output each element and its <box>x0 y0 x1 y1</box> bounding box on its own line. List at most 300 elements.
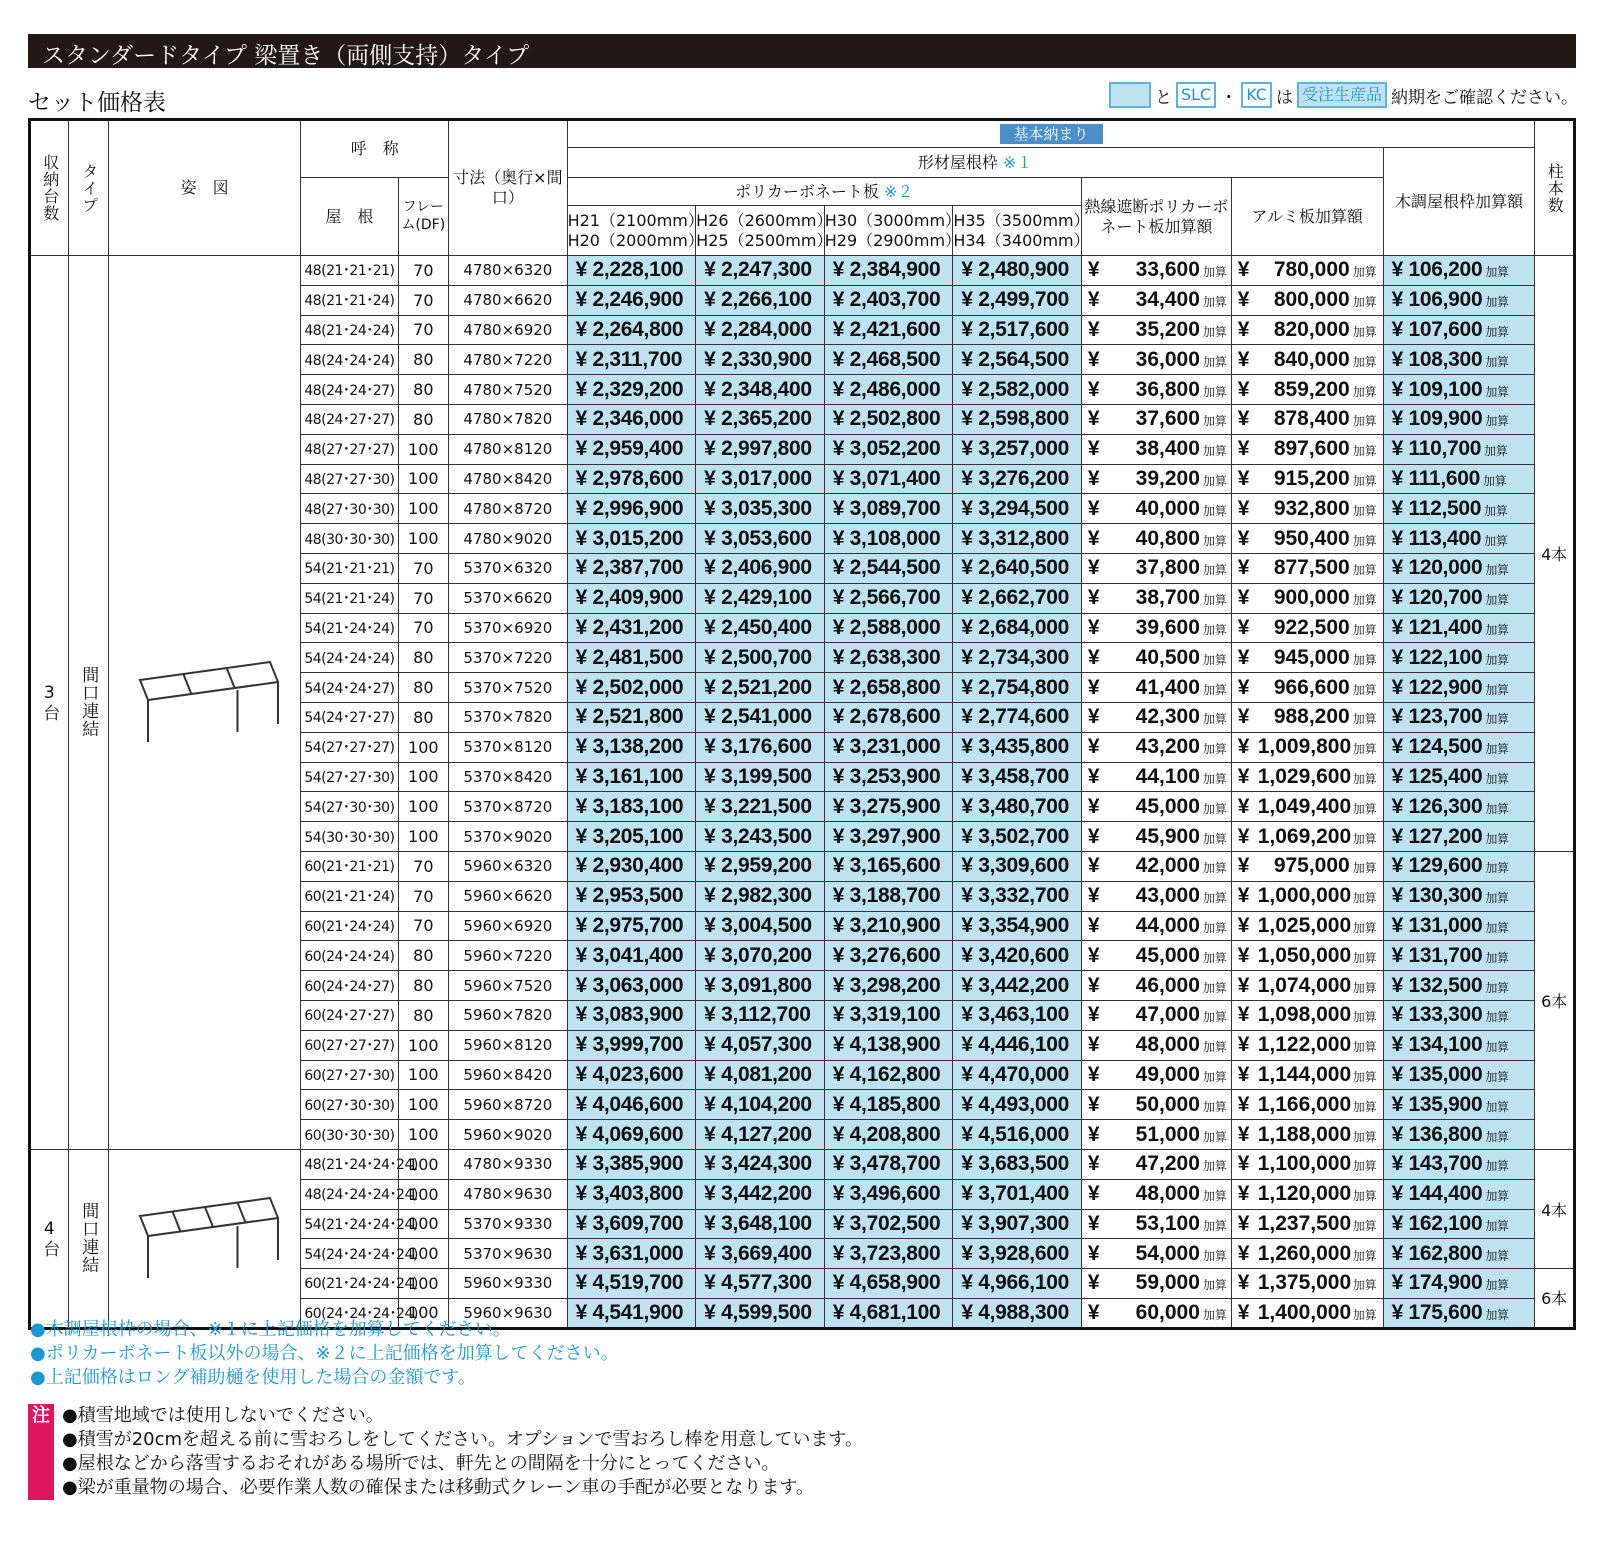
add-value: 1,009,800 <box>1257 735 1352 759</box>
add-amount <box>1231 375 1383 405</box>
price-cell: ¥ 2,329,200 <box>567 375 696 405</box>
add-suffix: 加算 <box>1202 682 1227 697</box>
roof-name: 48(21･24･24) <box>301 315 398 345</box>
roof-name: 60(21･24･24･24) <box>301 1269 398 1299</box>
add-value: 39,600 <box>1135 615 1200 639</box>
add-suffix: 加算 <box>1202 920 1227 935</box>
add-amount <box>1231 1209 1383 1239</box>
add-amount <box>1081 434 1231 464</box>
frame-size: 70 <box>398 613 449 643</box>
price-cell: ¥ 3,702,500 <box>824 1209 953 1239</box>
height-main: H26（2600mm） <box>696 210 833 230</box>
wood-value: ¥ 134,100 <box>1391 1033 1483 1057</box>
table-subtitle: セット価格表 <box>28 90 166 116</box>
wood-value: ¥ 106,200 <box>1391 258 1483 282</box>
roof-name: 60(21･24･24) <box>301 911 398 941</box>
price-cell: ¥ 2,468,500 <box>824 345 953 375</box>
wood-add-cell <box>1383 1120 1535 1150</box>
add-amount <box>1231 404 1383 434</box>
dimensions: 4780×6920 <box>449 315 567 345</box>
add-suffix: 加算 <box>1485 1069 1509 1084</box>
frame-size: 100 <box>398 732 449 762</box>
roof-name: 48(27･30･30) <box>301 494 398 524</box>
roof-name: 48(24･24･24) <box>301 345 398 375</box>
add-suffix: 加算 <box>1202 1010 1227 1025</box>
wood-add-cell <box>1383 494 1535 524</box>
height-alt: H34（3400mm） <box>953 230 1090 250</box>
add-amount <box>1081 375 1231 405</box>
add-suffix: 加算 <box>1202 414 1227 429</box>
frame-size: 70 <box>398 911 449 941</box>
price-cell: ¥ 3,071,400 <box>824 464 953 494</box>
yen-sign: ¥ <box>1237 407 1250 431</box>
price-table <box>28 118 1576 1330</box>
dimensions: 5960×9630 <box>449 1298 567 1328</box>
price-cell: ¥ 4,541,900 <box>567 1298 696 1328</box>
frame-size: 100 <box>398 434 449 464</box>
add-suffix: 加算 <box>1485 1129 1509 1144</box>
add-suffix: 加算 <box>1202 742 1227 757</box>
add-suffix: 加算 <box>1485 712 1509 727</box>
caution-notes <box>28 1404 863 1500</box>
add-suffix: 加算 <box>1352 265 1377 280</box>
yen-sign: ¥ <box>1087 705 1100 729</box>
add-value: 38,400 <box>1135 437 1200 461</box>
price-cell: ¥ 2,480,900 <box>953 256 1082 286</box>
yen-sign: ¥ <box>1087 556 1100 580</box>
price-cell: ¥ 2,365,200 <box>696 404 825 434</box>
legend-made-to-order: 受注生産品 <box>1297 82 1387 108</box>
roof-name: 54(21･21･24) <box>301 583 398 613</box>
yen-sign: ¥ <box>1087 466 1100 490</box>
add-suffix: 加算 <box>1352 1099 1377 1114</box>
price-cell: ¥ 2,662,700 <box>953 583 1082 613</box>
footnote: ●ポリカーボネート板以外の場合、※２に上記価格を加算してください。 <box>30 1343 619 1364</box>
add-suffix: 加算 <box>1202 771 1227 786</box>
height-main: H21（2100mm） <box>567 210 704 230</box>
add-suffix: 加算 <box>1352 1129 1377 1144</box>
yen-sign: ¥ <box>1237 1241 1250 1265</box>
type-label: 間口連結 <box>69 1149 108 1328</box>
table-row <box>30 256 1575 286</box>
caution-item: ●積雪が20cmを超える前に雪おろしをしてください。オプションで雪おろし棒を用意しています。 <box>62 1429 863 1450</box>
price-cell: ¥ 4,446,100 <box>953 1030 1082 1060</box>
price-cell: ¥ 2,598,800 <box>953 404 1082 434</box>
add-amount <box>1081 464 1231 494</box>
add-suffix: 加算 <box>1352 1040 1377 1055</box>
add-amount <box>1081 1000 1231 1030</box>
price-cell: ¥ 4,081,200 <box>696 1060 825 1090</box>
add-suffix: 加算 <box>1202 444 1227 459</box>
price-cell: ¥ 2,502,800 <box>824 404 953 434</box>
roof-name: 60(24･27･27) <box>301 1000 398 1030</box>
add-amount <box>1231 822 1383 852</box>
wood-value: ¥ 143,700 <box>1391 1152 1483 1176</box>
dimensions: 5370×6320 <box>449 553 567 583</box>
yen-sign: ¥ <box>1237 586 1250 610</box>
wood-add-cell <box>1383 434 1535 464</box>
add-amount <box>1081 256 1231 286</box>
frame-size: 80 <box>398 941 449 971</box>
add-value: 1,025,000 <box>1257 913 1352 937</box>
add-value: 50,000 <box>1135 1092 1200 1116</box>
yen-sign: ¥ <box>1087 615 1100 639</box>
yen-sign: ¥ <box>1087 1241 1100 1265</box>
add-suffix: 加算 <box>1485 593 1509 608</box>
add-suffix: 加算 <box>1202 861 1227 876</box>
add-suffix: 加算 <box>1202 563 1227 578</box>
price-cell: ¥ 3,221,500 <box>696 792 825 822</box>
add-value: 878,400 <box>1273 407 1350 431</box>
legend-kc: KC <box>1241 82 1272 108</box>
price-cell: ¥ 4,162,800 <box>824 1060 953 1090</box>
add-suffix: 加算 <box>1202 622 1227 637</box>
add-suffix: 加算 <box>1485 1159 1509 1174</box>
add-amount <box>1081 553 1231 583</box>
wood-value: ¥ 120,000 <box>1391 556 1483 580</box>
dimensions: 4780×9330 <box>449 1149 567 1179</box>
dimensions: 4780×7220 <box>449 345 567 375</box>
yen-sign: ¥ <box>1237 1092 1250 1116</box>
add-suffix: 加算 <box>1485 891 1509 906</box>
dimensions: 5960×8720 <box>449 1090 567 1120</box>
yen-sign: ¥ <box>1087 407 1100 431</box>
price-cell: ¥ 3,053,600 <box>696 524 825 554</box>
add-suffix: 加算 <box>1202 1189 1227 1204</box>
dimensions: 5960×6920 <box>449 911 567 941</box>
price-cell: ¥ 4,185,800 <box>824 1090 953 1120</box>
dimensions: 5960×8120 <box>449 1030 567 1060</box>
add-suffix: 加算 <box>1485 414 1509 429</box>
yen-sign: ¥ <box>1087 288 1100 312</box>
add-suffix: 加算 <box>1485 354 1509 369</box>
add-value: 59,000 <box>1135 1271 1200 1295</box>
add-suffix: 加算 <box>1485 1307 1509 1322</box>
header-figure: 姿 図 <box>108 120 300 256</box>
yen-sign: ¥ <box>1087 794 1100 818</box>
frame-size: 80 <box>398 673 449 703</box>
price-cell: ¥ 4,681,100 <box>824 1298 953 1328</box>
price-cell: ¥ 3,403,800 <box>567 1179 696 1209</box>
roof-name: 60(21･21･21) <box>301 851 398 881</box>
add-amount <box>1231 553 1383 583</box>
price-cell: ¥ 2,486,000 <box>824 375 953 405</box>
yen-sign: ¥ <box>1087 645 1100 669</box>
add-amount <box>1231 1030 1383 1060</box>
add-value: 932,800 <box>1273 496 1350 520</box>
price-cell: ¥ 2,450,400 <box>696 613 825 643</box>
wood-value: ¥ 131,000 <box>1391 913 1483 937</box>
add-suffix: 加算 <box>1202 1278 1227 1293</box>
add-amount <box>1231 1060 1383 1090</box>
add-suffix: 加算 <box>1202 265 1227 280</box>
yen-sign: ¥ <box>1237 1062 1250 1086</box>
yen-sign: ¥ <box>1237 377 1250 401</box>
frame-size: 100 <box>398 1298 449 1328</box>
add-suffix: 加算 <box>1352 861 1377 876</box>
add-amount <box>1081 702 1231 732</box>
add-amount <box>1231 971 1383 1001</box>
price-cell: ¥ 3,297,900 <box>824 822 953 852</box>
add-suffix: 加算 <box>1202 1040 1227 1055</box>
price-cell: ¥ 2,978,600 <box>567 464 696 494</box>
yen-sign: ¥ <box>1237 466 1250 490</box>
add-value: 37,600 <box>1135 407 1200 431</box>
add-suffix: 加算 <box>1352 1278 1377 1293</box>
add-value: 820,000 <box>1273 317 1350 341</box>
frame-size: 100 <box>398 1030 449 1060</box>
price-cell: ¥ 3,669,400 <box>696 1239 825 1269</box>
wood-add-cell <box>1383 762 1535 792</box>
price-cell: ¥ 2,582,000 <box>953 375 1082 405</box>
price-cell: ¥ 2,930,400 <box>567 851 696 881</box>
add-amount <box>1231 434 1383 464</box>
dimensions: 5370×9020 <box>449 822 567 852</box>
price-cell: ¥ 3,442,200 <box>696 1179 825 1209</box>
add-amount <box>1231 941 1383 971</box>
yen-sign: ¥ <box>1237 913 1250 937</box>
wood-value: ¥ 122,100 <box>1391 645 1483 669</box>
price-cell: ¥ 3,041,400 <box>567 941 696 971</box>
wood-value: ¥ 144,400 <box>1391 1182 1483 1206</box>
footnote: ●木調屋根枠の場合、※１に上記価格を加算してください。 <box>30 1319 511 1340</box>
wood-value: ¥ 124,500 <box>1391 735 1483 759</box>
frame-size: 100 <box>398 1179 449 1209</box>
roof-name: 54(30･30･30) <box>301 822 398 852</box>
price-cell: ¥ 2,684,000 <box>953 613 1082 643</box>
add-value: 42,300 <box>1135 705 1200 729</box>
add-suffix: 加算 <box>1485 1218 1509 1233</box>
add-suffix: 加算 <box>1202 1307 1227 1322</box>
shape-note: ※１ <box>1002 152 1033 172</box>
wood-add-cell <box>1383 643 1535 673</box>
add-suffix: 加算 <box>1484 503 1508 518</box>
add-value: 966,600 <box>1273 675 1350 699</box>
add-amount <box>1081 494 1231 524</box>
yen-sign: ¥ <box>1087 675 1100 699</box>
wood-add-cell <box>1383 1149 1535 1179</box>
wood-value: ¥ 110,700 <box>1391 437 1482 461</box>
price-cell: ¥ 2,640,500 <box>953 553 1082 583</box>
figure-cell <box>108 256 300 1150</box>
add-amount <box>1231 1149 1383 1179</box>
price-cell: ¥ 4,046,600 <box>567 1090 696 1120</box>
price-cell: ¥ 4,138,900 <box>824 1030 953 1060</box>
add-suffix: 加算 <box>1352 652 1377 667</box>
price-cell: ¥ 3,004,500 <box>696 911 825 941</box>
price-cell: ¥ 3,463,100 <box>953 1000 1082 1030</box>
wood-value: ¥ 126,300 <box>1391 794 1483 818</box>
price-cell: ¥ 2,284,000 <box>696 315 825 345</box>
price-cell: ¥ 4,069,600 <box>567 1120 696 1150</box>
add-amount <box>1231 1239 1383 1269</box>
dimensions: 5960×6320 <box>449 851 567 881</box>
add-amount <box>1081 792 1231 822</box>
wood-add-cell <box>1383 851 1535 881</box>
add-value: 988,200 <box>1273 705 1350 729</box>
add-amount <box>1231 613 1383 643</box>
header-wood: 木調屋根枠加算額 <box>1383 148 1535 256</box>
price-cell: ¥ 3,276,200 <box>953 464 1082 494</box>
height-main: H30（3000mm） <box>824 210 962 230</box>
wood-value: ¥ 109,100 <box>1391 377 1483 401</box>
dimensions: 4780×6320 <box>449 256 567 286</box>
roof-name: 48(27･27･27) <box>301 434 398 464</box>
yen-sign: ¥ <box>1237 1300 1250 1324</box>
add-suffix: 加算 <box>1202 1248 1227 1263</box>
header-height <box>953 206 1090 256</box>
title-bar <box>28 34 1576 68</box>
wood-add-cell <box>1383 1060 1535 1090</box>
add-value: 60,000 <box>1135 1300 1200 1324</box>
add-value: 840,000 <box>1273 347 1350 371</box>
wood-add-cell <box>1383 375 1535 405</box>
add-suffix: 加算 <box>1485 1099 1509 1114</box>
roof-name: 54(27･27･27) <box>301 732 398 762</box>
add-suffix: 加算 <box>1352 1010 1377 1025</box>
add-suffix: 加算 <box>1485 563 1509 578</box>
add-suffix: 加算 <box>1485 265 1509 280</box>
price-cell: ¥ 2,502,000 <box>567 673 696 703</box>
frame-size: 100 <box>398 1149 449 1179</box>
yen-sign: ¥ <box>1237 973 1250 997</box>
yen-sign: ¥ <box>1237 1122 1250 1146</box>
add-amount <box>1081 1239 1231 1269</box>
price-cell: ¥ 2,754,800 <box>953 673 1082 703</box>
frame-size: 100 <box>398 494 449 524</box>
roof-name: 48(30･30･30) <box>301 524 398 554</box>
add-amount <box>1081 971 1231 1001</box>
wood-add-cell <box>1383 911 1535 941</box>
dimensions: 4780×9020 <box>449 524 567 554</box>
caution-item: ●屋根などから落雪するおそれがある場所では、軒先との間隔を十分にとってください。 <box>62 1453 780 1474</box>
wood-add-cell <box>1383 792 1535 822</box>
price-cell: ¥ 3,648,100 <box>696 1209 825 1239</box>
wood-value: ¥ 129,600 <box>1391 854 1483 878</box>
add-value: 39,200 <box>1135 466 1200 490</box>
yen-sign: ¥ <box>1237 437 1250 461</box>
storage-count: 4台 <box>30 1149 69 1328</box>
frame-size: 70 <box>398 583 449 613</box>
wood-add-cell <box>1383 464 1535 494</box>
add-amount <box>1231 911 1383 941</box>
add-value: 43,200 <box>1135 735 1200 759</box>
wood-value: ¥ 108,300 <box>1391 347 1483 371</box>
add-value: 45,000 <box>1135 794 1200 818</box>
price-cell: ¥ 2,431,200 <box>567 613 696 643</box>
legend <box>1109 81 1578 109</box>
header-height <box>567 206 704 256</box>
yen-sign: ¥ <box>1237 1003 1250 1027</box>
yen-sign: ¥ <box>1087 317 1100 341</box>
wood-add-cell <box>1383 732 1535 762</box>
add-suffix: 加算 <box>1352 1248 1377 1263</box>
price-cell: ¥ 2,982,300 <box>696 881 825 911</box>
price-cell: ¥ 2,975,700 <box>567 911 696 941</box>
add-value: 47,000 <box>1135 1003 1200 1027</box>
add-suffix: 加算 <box>1202 652 1227 667</box>
frame-size: 100 <box>398 762 449 792</box>
yen-sign: ¥ <box>1087 377 1100 401</box>
price-cell: ¥ 3,435,800 <box>953 732 1082 762</box>
yen-sign: ¥ <box>1087 1092 1100 1116</box>
roof-name: 48(21･24･24･24) <box>301 1149 398 1179</box>
wood-value: ¥ 121,400 <box>1391 615 1483 639</box>
roof-name: 48(21･21･21) <box>301 256 398 286</box>
height-alt: H20（2000mm） <box>567 230 704 250</box>
add-value: 53,100 <box>1135 1211 1200 1235</box>
height-main: H35（3500mm） <box>953 210 1090 230</box>
roof-name: 54(24･27･27) <box>301 702 398 732</box>
dimensions: 4780×9630 <box>449 1179 567 1209</box>
add-amount <box>1081 941 1231 971</box>
add-amount <box>1081 524 1231 554</box>
add-amount <box>1231 1090 1383 1120</box>
price-cell: ¥ 2,541,000 <box>696 702 825 732</box>
price-cell: ¥ 2,638,300 <box>824 643 953 673</box>
roof-name: 54(21･21･21) <box>301 553 398 583</box>
add-value: 1,000,000 <box>1257 884 1352 908</box>
add-amount <box>1231 673 1383 703</box>
add-amount <box>1231 494 1383 524</box>
add-value: 37,800 <box>1135 556 1200 580</box>
add-value: 38,700 <box>1135 586 1200 610</box>
yen-sign: ¥ <box>1237 615 1250 639</box>
add-amount <box>1231 285 1383 315</box>
add-suffix: 加算 <box>1352 1159 1377 1174</box>
add-value: 40,000 <box>1135 496 1200 520</box>
price-cell: ¥ 2,387,700 <box>567 553 696 583</box>
add-suffix: 加算 <box>1202 891 1227 906</box>
header-count: 収納台数 <box>30 120 69 256</box>
dimensions: 4780×8720 <box>449 494 567 524</box>
price-cell: ¥ 2,311,700 <box>567 345 696 375</box>
yen-sign: ¥ <box>1237 347 1250 371</box>
add-suffix: 加算 <box>1352 950 1377 965</box>
yen-sign: ¥ <box>1087 854 1100 878</box>
basic-banner: 基本納まり <box>1000 124 1103 145</box>
price-cell: ¥ 2,953,500 <box>567 881 696 911</box>
yen-sign: ¥ <box>1237 1033 1250 1057</box>
legend-swatch <box>1109 82 1151 108</box>
price-cell: ¥ 2,409,900 <box>567 583 696 613</box>
pole-count: 6本 <box>1535 1269 1575 1329</box>
wood-add-cell <box>1383 941 1535 971</box>
add-suffix: 加算 <box>1352 414 1377 429</box>
price-cell: ¥ 2,658,800 <box>824 673 953 703</box>
price-cell: ¥ 2,264,800 <box>567 315 696 345</box>
price-cell: ¥ 2,228,100 <box>567 256 696 286</box>
wood-add-cell <box>1383 881 1535 911</box>
add-value: 1,122,000 <box>1257 1033 1352 1057</box>
wood-add-cell <box>1383 702 1535 732</box>
yen-sign: ¥ <box>1087 496 1100 520</box>
add-amount <box>1231 1298 1383 1328</box>
price-cell: ¥ 4,493,000 <box>953 1090 1082 1120</box>
add-amount <box>1081 1120 1231 1150</box>
yen-sign: ¥ <box>1087 347 1100 371</box>
dimensions: 4780×7520 <box>449 375 567 405</box>
add-suffix: 加算 <box>1485 384 1509 399</box>
price-cell: ¥ 3,609,700 <box>567 1209 696 1239</box>
dimensions: 5960×8420 <box>449 1060 567 1090</box>
price-cell: ¥ 3,138,200 <box>567 732 696 762</box>
yen-sign: ¥ <box>1087 1152 1100 1176</box>
price-cell: ¥ 3,354,900 <box>953 911 1082 941</box>
frame-size: 80 <box>398 971 449 1001</box>
yen-sign: ¥ <box>1087 824 1100 848</box>
header-heat: 熱線遮断ポリカーボネート板加算額 <box>1081 178 1231 256</box>
